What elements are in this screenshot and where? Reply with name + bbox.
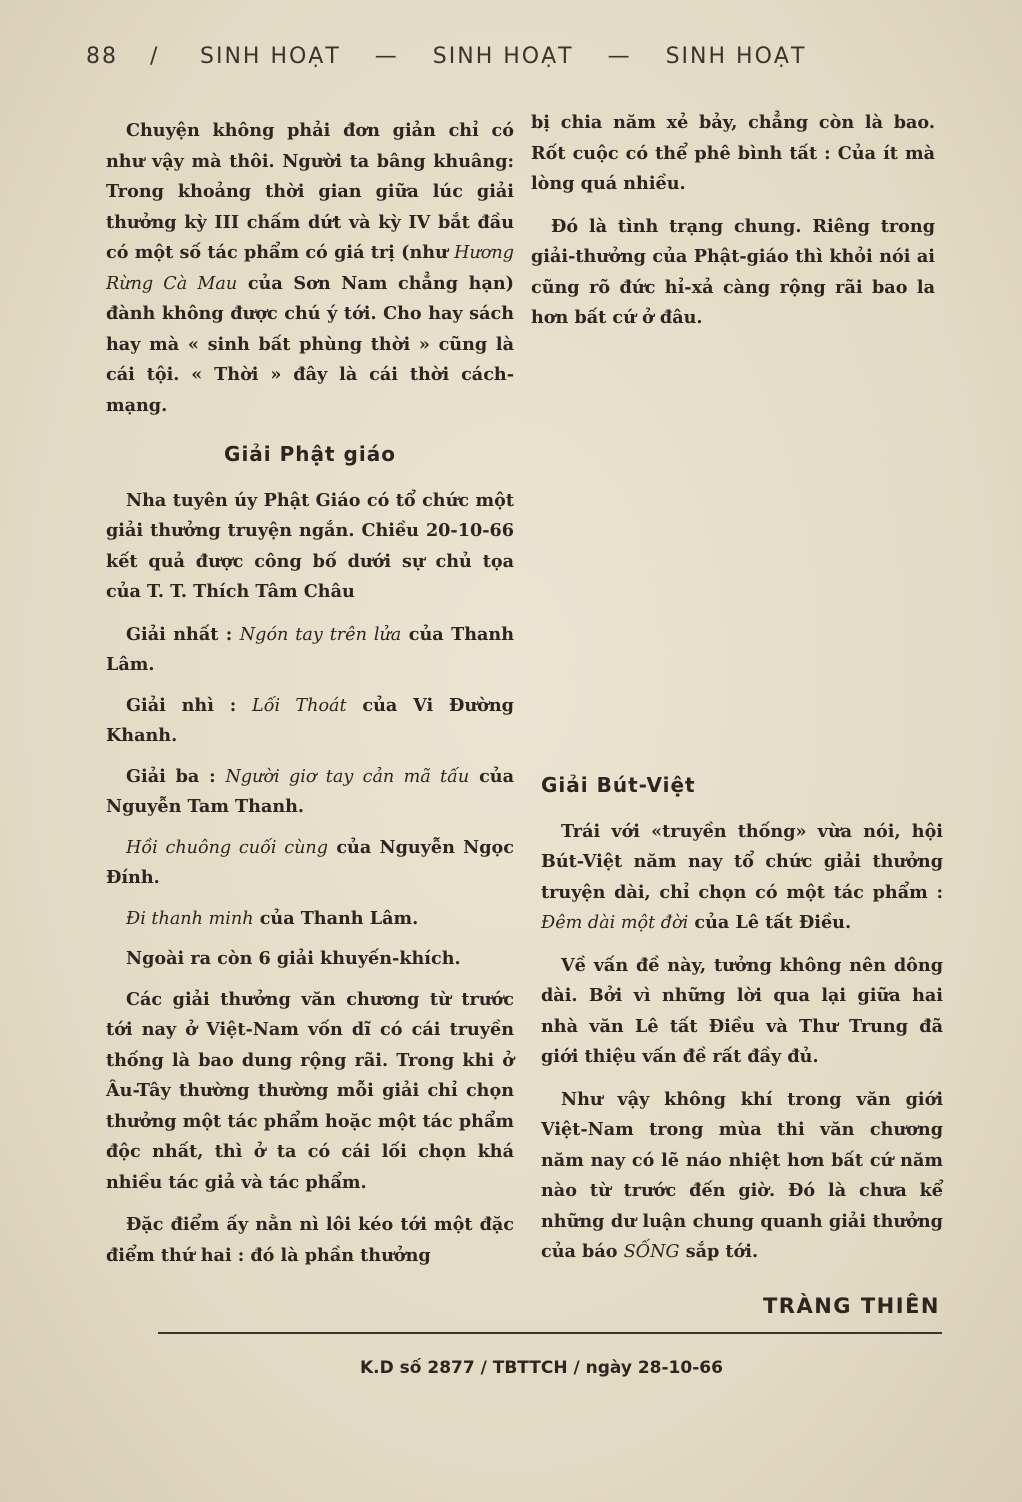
prize-3-author: của Nguyễn Tam Thanh. (106, 765, 514, 817)
section-title-but-viet: Giải Bút-Việt (541, 773, 696, 797)
but-viet-p3-text: Như vậy không khí trong văn giới Việt-Nam trong mùa thi văn chương năm nay có lẽ náo nhiệt hơn bất cứ năm nào từ trước đến giờ. Đó là chưa kể những dư luận chung quanh giải thưởng của báo (541, 1088, 943, 1262)
left-p1-rest: của Sơn Nam chẳng hạn) đành không được chú ý tới. Cho hay sách hay mà « sinh bất phùng thời » cũng là cái tội. « Thời » đây là cái thời cách-mạng. (106, 272, 514, 416)
but-viet-paragraph-2: Về vấn đề này, tưởng không nên dông dài. Bởi vì những lời qua lại giữa hai nhà văn Lê tất Điều và Thư Trung đã giới thiệu vấn đề rất đầy đủ. (541, 954, 943, 1067)
header-slash: / (150, 44, 160, 69)
header-part-2: SINH HOẠT (432, 44, 574, 69)
but-viet-p1-italic: Đêm dài một đời (541, 913, 689, 933)
prize-4 (106, 833, 514, 894)
but-viet-paragraph-3 (541, 1085, 943, 1268)
running-head (86, 44, 936, 78)
prize-4-title: Hồi chuông cuối cùng (126, 837, 329, 858)
left-paragraph-2: Nha tuyên úy Phật Giáo có tổ chức một giải thưởng truyện ngắn. Chiều 20-10-66 kết quả được công bố dưới sự chủ tọa của T. T. Thích Tâm Châu (106, 489, 514, 602)
prize-5-author: của Thanh Lâm. (259, 907, 419, 929)
footer-publication-info: K.D số 2877 / TBTTCH / ngày 28-10-66 (360, 1358, 723, 1378)
prize-3-label: Giải ba : (126, 765, 216, 787)
header-part-3: SINH HOẠT (665, 44, 807, 69)
but-viet-paragraph-1 (541, 817, 943, 939)
left-p1-text: Chuyện không phải đơn giản chỉ có như vậy mà thôi. Người ta bâng khuâng: Trong khoảng thời gian giữa lúc giải thưởng kỳ III chấm dứt và kỳ IV bắt đầu có một số tác phẩm có giá trị (như (106, 120, 514, 263)
but-viet-p3-rest: sắp tới. (685, 1241, 759, 1262)
prize-4-author: của Nguyễn Ngọc Đính. (106, 836, 514, 888)
prize-1-label: Giải nhất : (126, 623, 233, 645)
prize-1-author: của Thanh Lâm. (106, 623, 514, 675)
prize-2 (106, 691, 514, 752)
prize-2-title: Lối Thoát (252, 695, 347, 716)
left-p1-italic: Hương Rừng Cà Mau (106, 243, 514, 294)
footer-rule (158, 1332, 942, 1334)
prize-3-title: Người giơ tay cản mã tấu (225, 766, 470, 787)
but-viet-p1-rest: của Lê tất Điều. (694, 912, 852, 933)
section-title-phat-giao: Giải Phật giáo (224, 442, 396, 466)
prize-2-label: Giải nhì : (126, 694, 237, 716)
header-dash-1: — (374, 44, 399, 69)
but-viet-p1-text: Trái với «truyền thống» vừa nói, hội Bút-Việt năm nay tổ chức giải thưởng truyện dài, chỉ chọn có một tác phẩm : (541, 820, 943, 903)
right-paragraph-1: bị chia năm xẻ bảy, chẳng còn là bao. Rốt cuộc có thể phê bình tất : Của ít mà lòng quá nhiều. (531, 112, 935, 194)
right-bottom-column (541, 752, 943, 1280)
but-viet-p3-italic: SỐNG (623, 1242, 680, 1262)
left-paragraph-3: Các giải thưởng văn chương từ trước tới nay ở Việt-Nam vốn dĩ có cái truyền thống là bao dung rộng rãi. Trong khi ở Âu-Tây thường thường mỗi giải chỉ chọn thưởng một tác phẩm hoặc một tác phẩm độc nhất, thì ở ta có cái lối chọn khá nhiều tác giả và tác phẩm. (106, 988, 514, 1193)
right-paragraph-2: Đó là tình trạng chung. Riêng trong giải-thưởng của Phật-giáo thì khỏi nói ai cũng rõ đức hỉ-xả càng rộng rãi bao la hơn bất cứ ở đâu. (531, 215, 935, 328)
prize-1-title: Ngón tay trên lửa (239, 624, 402, 645)
left-column (106, 116, 514, 1283)
author-signature: TRÀNG THIÊN (762, 1294, 940, 1318)
left-paragraph-1 (106, 116, 514, 421)
left-paragraph-4: Đặc điểm ấy nằn nì lôi kéo tới một đặc điểm thứ hai : đó là phần thưởng (106, 1214, 514, 1266)
prize-1 (106, 620, 514, 681)
prize-2-author: của Vi Đường Khanh. (106, 694, 514, 746)
right-top-column (531, 108, 935, 346)
prize-5-title: Đi thanh minh (126, 908, 254, 929)
header-dash-2: — (607, 44, 632, 69)
prize-3 (106, 762, 514, 823)
page-number: 88 (86, 44, 118, 69)
header-part-1: SINH HOẠT (200, 44, 341, 69)
extra-prizes: Ngoài ra còn 6 giải khuyến-khích. (126, 948, 461, 969)
prize-5 (106, 904, 514, 935)
